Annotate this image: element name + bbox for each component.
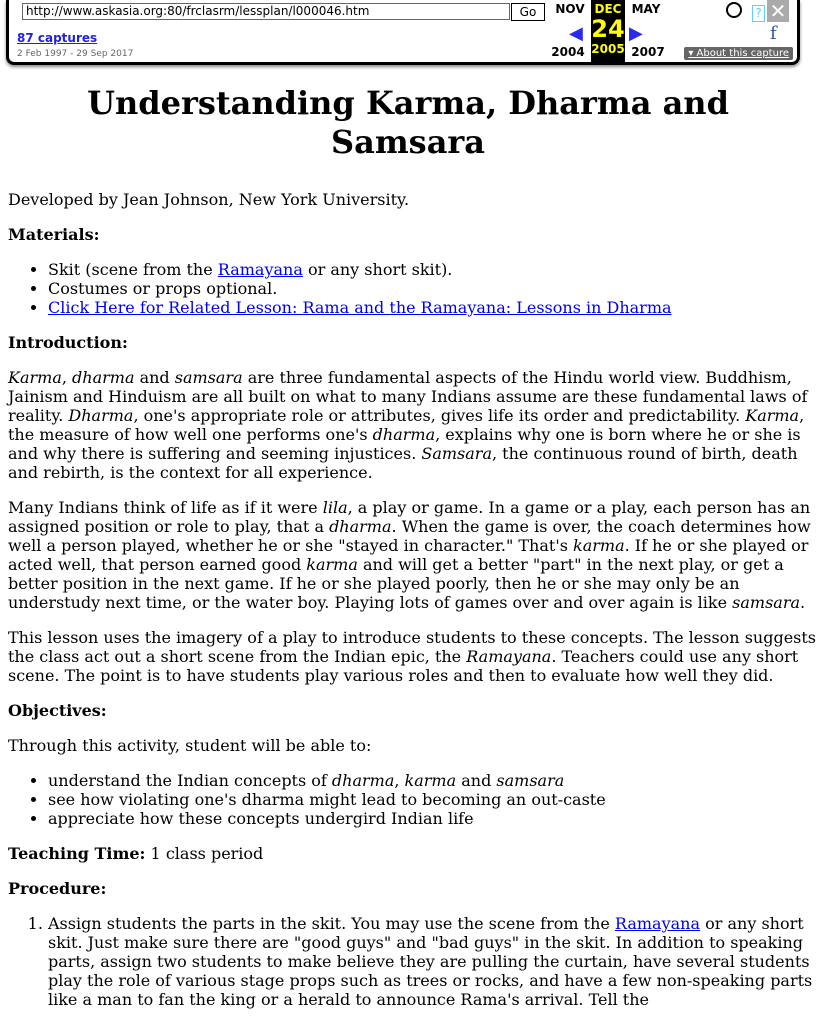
paragraph (8, 498, 818, 612)
emphasis-text: Dharma (68, 406, 134, 425)
emphasis-text: dharma (72, 368, 135, 387)
link[interactable]: Ramayana (217, 260, 303, 279)
list-item (48, 790, 828, 809)
list-item (48, 771, 828, 790)
text: , a play or game. In a game or a play, each person has an assigned position or role to play, that a (8, 498, 811, 536)
paragraph (8, 368, 818, 482)
current-capture (591, 0, 625, 62)
section-heading: Procedure: (8, 879, 107, 898)
text: appreciate how these concepts undergird Indian life (48, 809, 474, 828)
help-icon[interactable]: ? (752, 5, 765, 22)
emphasis-text: Karma (8, 368, 62, 387)
paragraph (8, 333, 818, 352)
prev-year[interactable]: 2004 (551, 45, 585, 59)
text: . Teachers could use any short scene. The point is to have students play various roles and then to evaluate how well they did. (8, 647, 799, 685)
link[interactable]: Ramayana (614, 914, 701, 933)
list-item (48, 809, 828, 828)
paragraph (8, 701, 818, 720)
text: Through this activity, student will be able to: (8, 736, 372, 755)
list (8, 771, 828, 828)
section-heading: Materials: (8, 225, 100, 244)
text: , the measure of how well one performs one's (8, 406, 805, 444)
emphasis-text: karma (306, 555, 358, 574)
text: , (61, 368, 73, 387)
text: . When the game is over, the coach determines how well a person played, whether he or she "stayed in character." That's (8, 517, 811, 555)
text: This lesson uses the imagery of a play to introduce students to these concepts. The lesson suggests the class act out a short scene from the Indian epic, the (8, 628, 817, 666)
paragraph (8, 225, 818, 244)
close-icon[interactable]: ✕ (767, 0, 789, 22)
section-heading: Teaching Time: (8, 844, 146, 863)
loading-circle-icon (726, 2, 742, 18)
next-month[interactable]: MAY (631, 2, 661, 16)
text: . If he or she played or acted well, that person earned good (8, 536, 809, 574)
section-heading: Introduction: (8, 333, 128, 352)
text: Skit (scene from the (48, 260, 218, 279)
text: 1 class period (145, 844, 264, 863)
text: Assign students the parts in the skit. You may use the scene from the (48, 914, 615, 933)
emphasis-text: samsara (174, 368, 243, 387)
paragraph (8, 190, 818, 209)
text: , explains why one is born where he or she is and why there is suffering and seeming injustices. (8, 425, 801, 463)
url-input[interactable]: http://www.askasia.org:80/frclasrm/lessplan/l000046.htm (22, 3, 510, 20)
facebook-icon[interactable]: f (770, 23, 777, 44)
prev-month[interactable]: NOV (555, 2, 585, 16)
emphasis-text: karma (404, 771, 457, 790)
current-month: DEC (594, 2, 622, 16)
list-item (48, 279, 828, 298)
prev-capture-arrow-icon[interactable]: ◀ (569, 23, 583, 44)
lesson-body (8, 190, 817, 1009)
text: see how violating one's dharma might lead to becoming an out-caste (48, 790, 606, 809)
text: . (800, 593, 806, 612)
current-day: 24 (591, 15, 625, 43)
emphasis-text: dharma (329, 517, 392, 536)
text: or any short skit). (302, 260, 453, 279)
next-capture-arrow-icon[interactable]: ▶ (629, 23, 643, 44)
text: , the continuous round of birth, death and rebirth, is the context for all experience. (8, 444, 798, 482)
section-heading: Objectives: (8, 701, 107, 720)
emphasis-text: Ramayana (466, 647, 552, 666)
emphasis-text: Karma (745, 406, 800, 425)
list-item (48, 914, 828, 1009)
page-title: Understanding Karma, Dharma and Samsara (87, 84, 729, 161)
paragraph (8, 844, 818, 863)
list-item (48, 298, 828, 317)
text: Costumes or props optional. (48, 279, 278, 298)
emphasis-text: lila (322, 498, 348, 517)
text: and will get a better "part" in the next play, or get a better position in the next game. If he or she played poorly, then he or she may only be an understudy next time, or the water boy. Playing lots of games over and over again is like (8, 555, 784, 612)
paragraph (8, 628, 818, 685)
text: and (134, 368, 175, 387)
text: and (456, 771, 497, 790)
emphasis-text: dharma (372, 425, 436, 444)
about-capture-button[interactable]: ▾ About this capture (684, 47, 793, 60)
text: Developed by Jean Johnson, New York University. (8, 190, 410, 209)
captures-link[interactable]: 87 captures (17, 31, 98, 45)
emphasis-text: samsara (496, 771, 565, 790)
link[interactable]: Click Here for Related Lesson: Rama and the Ramayana: Lessons in Dharma (48, 298, 672, 317)
go-button[interactable]: Go (511, 3, 545, 21)
text: or any short skit. Just make sure there are "good guys" and "bad guys" in the skit. In addition to speaking parts, assign two students to make believe they are pulling the curtain, have several students play the role of various stage props such as trees or rocks, and have a few non-speaking parts like a man to fan the king or a herald to announce Rama's arrival. Tell the (48, 914, 813, 1009)
lesson-content (8, 84, 817, 1025)
text: Many Indians think of life as if it were (8, 498, 323, 517)
emphasis-text: Samsara (421, 444, 492, 463)
paragraph (8, 879, 818, 898)
emphasis-text: dharma (331, 771, 395, 790)
current-year: 2005 (591, 42, 625, 56)
capture-date-range: 2 Feb 1997 - 29 Sep 2017 (17, 49, 134, 59)
emphasis-text: samsara (732, 593, 800, 612)
text: are three fundamental aspects of the Hindu world view. Buddhism, Jainism and Hinduism are all built on what to many Indians assume are these fundamental laws of reality. (8, 368, 808, 425)
next-year[interactable]: 2007 (631, 45, 665, 59)
text: , (394, 771, 405, 790)
wayback-toolbar (6, 0, 800, 65)
text: , one's appropriate role or attributes, gives life its order and predictability. (133, 406, 746, 425)
list (8, 914, 828, 1009)
text: understand the Indian concepts of (48, 771, 332, 790)
paragraph (8, 736, 818, 755)
list (8, 260, 828, 317)
emphasis-text: karma (573, 536, 625, 555)
list-item (48, 260, 828, 279)
